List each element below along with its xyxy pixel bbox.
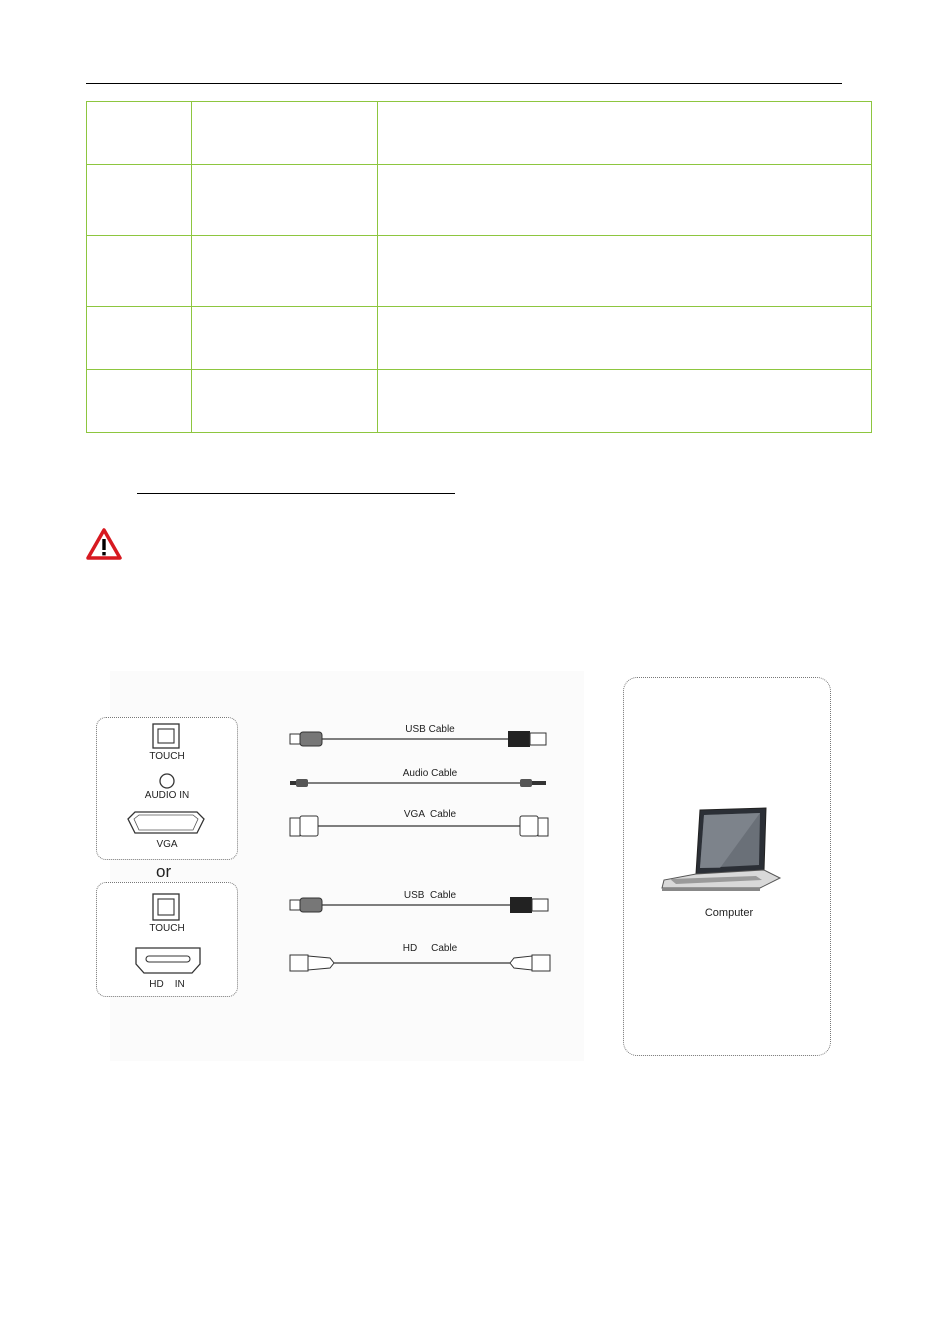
vga-port-icon <box>128 812 204 833</box>
hd-cable-label: HD Cable <box>402 943 458 954</box>
audio-in-label: AUDIO IN <box>144 790 190 801</box>
hdmi-port-icon <box>136 948 200 973</box>
audio-cable <box>290 779 546 787</box>
hd-in-label: HD IN <box>149 979 185 990</box>
touch-port-icon <box>153 724 179 748</box>
or-label: or <box>156 862 172 881</box>
audio-cable-label: Audio Cable <box>402 768 458 779</box>
audio-jack-icon <box>160 774 174 788</box>
laptop-icon <box>662 808 780 891</box>
vga-cable-label: VGA Cable <box>403 809 457 820</box>
hd-cable <box>290 955 550 971</box>
vga-port-label: VGA <box>156 839 178 850</box>
usb-cable-label: USB Cable <box>405 724 455 735</box>
touch-port-label: TOUCH <box>149 923 185 934</box>
touch-port-icon <box>153 894 179 920</box>
touch-port-label: TOUCH <box>149 751 185 762</box>
usb-cable-label: USB Cable <box>403 890 457 901</box>
computer-label: Computer <box>704 907 754 919</box>
